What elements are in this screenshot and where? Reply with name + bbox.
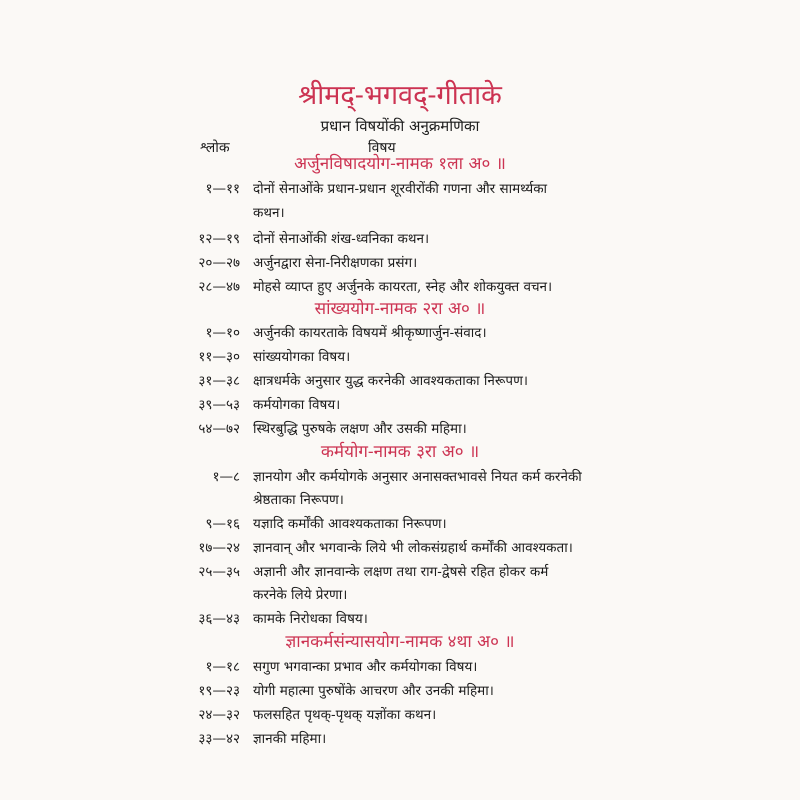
shloka-range: २४—३२ (198, 707, 240, 723)
shloka-range: १७—२४ (198, 540, 240, 556)
topic-text: अर्जुनकी कायरताके विषयमें श्रीकृष्णार्जुन-संवाद। (253, 325, 487, 341)
topic-text: दोनों सेनाओंके प्रधान-प्रधान शूरवीरोंकी गणना और सामर्थ्यका (253, 181, 548, 197)
topic-text: ज्ञानवान् और भगवान्के लिये भी लोकसंग्रहार्थ कर्मोंकी आवश्यकता। (253, 540, 573, 556)
shloka-range: ५४—७२ (198, 421, 240, 437)
topic-text: कामके निरोधका विषय। (253, 611, 368, 627)
topic-text: कर्मयोगका विषय। (253, 397, 341, 413)
topic-text: अज्ञानी और ज्ञानवान्के लक्षण तथा राग-द्वेषसे रहित होकर कर्म (253, 564, 549, 580)
shloka-range: ९—१६ (205, 516, 240, 532)
shloka-range: ३९—५३ (198, 397, 240, 413)
topic-text: कथन। (253, 205, 285, 221)
chapter-heading: सांख्ययोग-नामक २रा अ० ॥ (314, 299, 486, 319)
column-header-vishay: विषय (368, 140, 396, 156)
column-header-shloka: श्लोक (200, 140, 230, 156)
shloka-range: १९—२३ (198, 683, 240, 699)
topic-text: सगुण भगवान्का प्रभाव और कर्मयोगका विषय। (253, 659, 478, 675)
shloka-range: १—१८ (205, 659, 240, 675)
topic-text: श्रेष्ठताका निरूपण। (253, 492, 344, 508)
shloka-range: ३३—४२ (198, 731, 240, 747)
shloka-range: १—११ (205, 181, 240, 197)
topic-text: सांख्ययोगका विषय। (253, 349, 351, 365)
topic-text: ज्ञानयोग और कर्मयोगके अनुसार अनासक्तभावसे नियत कर्म करनेकी (253, 469, 582, 485)
shloka-range: २०—२७ (198, 255, 240, 271)
shloka-range: १२—१९ (198, 231, 240, 247)
topic-text: मोहसे व्याप्त हुए अर्जुनके कायरता, स्नेह और शोकयुक्त वचन। (253, 279, 553, 295)
topic-text: योगी महात्मा पुरुषोंके आचरण और उनकी महिमा। (253, 683, 494, 699)
topic-text: यज्ञादि कर्मोंकी आवश्यकताका निरूपण। (253, 516, 447, 532)
shloka-range: २५—३५ (198, 564, 240, 580)
topic-text: दोनों सेनाओंकी शंख-ध्वनिका कथन। (253, 231, 430, 247)
shloka-range: १—१० (205, 325, 240, 341)
topic-text: फलसहित पृथक्-पृथक् यज्ञोंका कथन। (253, 707, 437, 723)
chapter-heading: कर्मयोग-नामक ३रा अ० ॥ (320, 442, 480, 462)
shloka-range: ३६—४३ (198, 611, 240, 627)
topic-text: क्षात्रधर्मके अनुसार युद्ध करनेकी आवश्यकताका निरूपण। (253, 373, 528, 389)
shloka-range: १—८ (212, 469, 240, 485)
topic-text: करनेके लिये प्रेरणा। (253, 587, 348, 603)
chapter-heading: अर्जुनविषादयोग-नामक १ला अ० ॥ (294, 154, 506, 174)
page-subtitle: प्रधान विषयोंकी अनुक्रमणिका (320, 117, 480, 135)
chapter-heading: ज्ञानकर्मसंन्यासयोग-नामक ४था अ० ॥ (285, 632, 515, 652)
topic-text: स्थिरबुद्धि पुरुषके लक्षण और उसकी महिमा। (253, 421, 467, 437)
shloka-range: २८—४७ (198, 279, 240, 295)
shloka-range: ३१—३८ (198, 373, 240, 389)
topic-text: ज्ञानकी महिमा। (253, 731, 327, 747)
page-title: श्रीमद्-भगवद्-गीताके (298, 80, 502, 111)
topic-text: अर्जुनद्वारा सेना-निरीक्षणका प्रसंग। (253, 255, 418, 271)
shloka-range: ११—३० (198, 349, 240, 365)
